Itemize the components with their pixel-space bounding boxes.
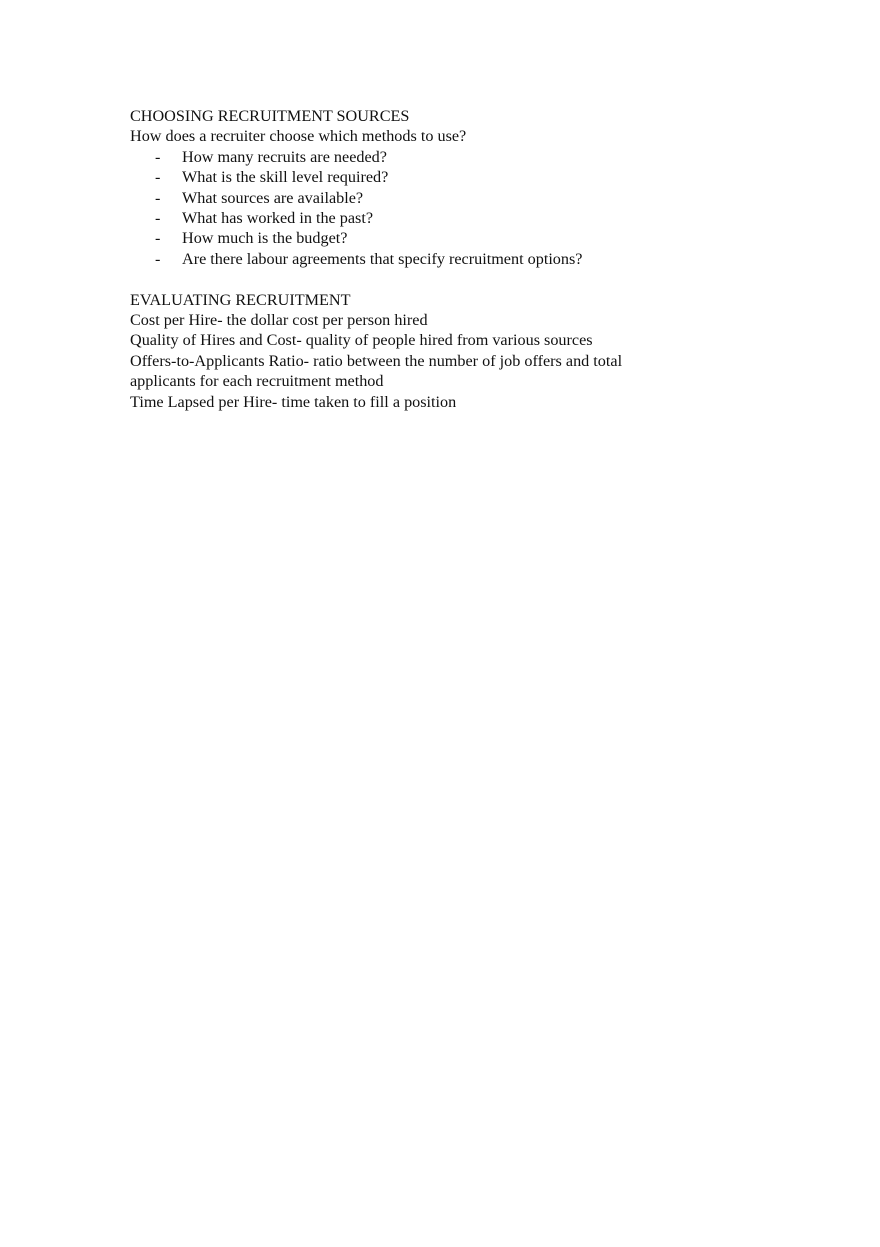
list-item — [130, 147, 730, 167]
list-item — [130, 188, 730, 208]
list-item-text: What has worked in the past? — [182, 209, 374, 228]
bullet-dash: - — [155, 168, 161, 187]
list-item-text: Are there labour agreements that specify recruitment options? — [182, 249, 583, 268]
list-item-text: What is the skill level required? — [182, 168, 389, 187]
evaluation-item-offers-ratio: Offers-to-Applicants Ratio- ratio between the number of job offers and total applicants for each recruitment method — [130, 351, 623, 391]
list-item-text: How much is the budget? — [182, 229, 348, 248]
section-heading-evaluating: EVALUATING RECRUITMENT — [130, 290, 351, 309]
list-item — [130, 167, 730, 187]
bullet-dash: - — [155, 229, 161, 248]
bullet-dash: - — [155, 209, 161, 228]
evaluation-item-time-lapsed: Time Lapsed per Hire- time taken to fill a position — [130, 392, 457, 411]
list-item — [130, 228, 730, 248]
section-intro-question: How does a recruiter choose which methods to use? — [130, 127, 467, 146]
list-item-text: What sources are available? — [182, 188, 364, 207]
list-item — [130, 208, 730, 228]
list-item-text: How many recruits are needed? — [182, 147, 387, 166]
bullet-dash: - — [155, 147, 161, 166]
list-item — [130, 249, 730, 269]
bullet-dash: - — [155, 249, 161, 268]
recruitment-questions-list — [130, 147, 730, 269]
evaluation-item-quality-of-hires: Quality of Hires and Cost- quality of people hired from various sources — [130, 331, 593, 350]
evaluation-item-cost-per-hire: Cost per Hire- the dollar cost per person hired — [130, 311, 428, 330]
document-body — [130, 106, 730, 412]
section-heading-choosing: CHOOSING RECRUITMENT SOURCES — [130, 107, 410, 125]
paragraph-spacer — [130, 269, 730, 289]
bullet-dash: - — [155, 188, 161, 207]
